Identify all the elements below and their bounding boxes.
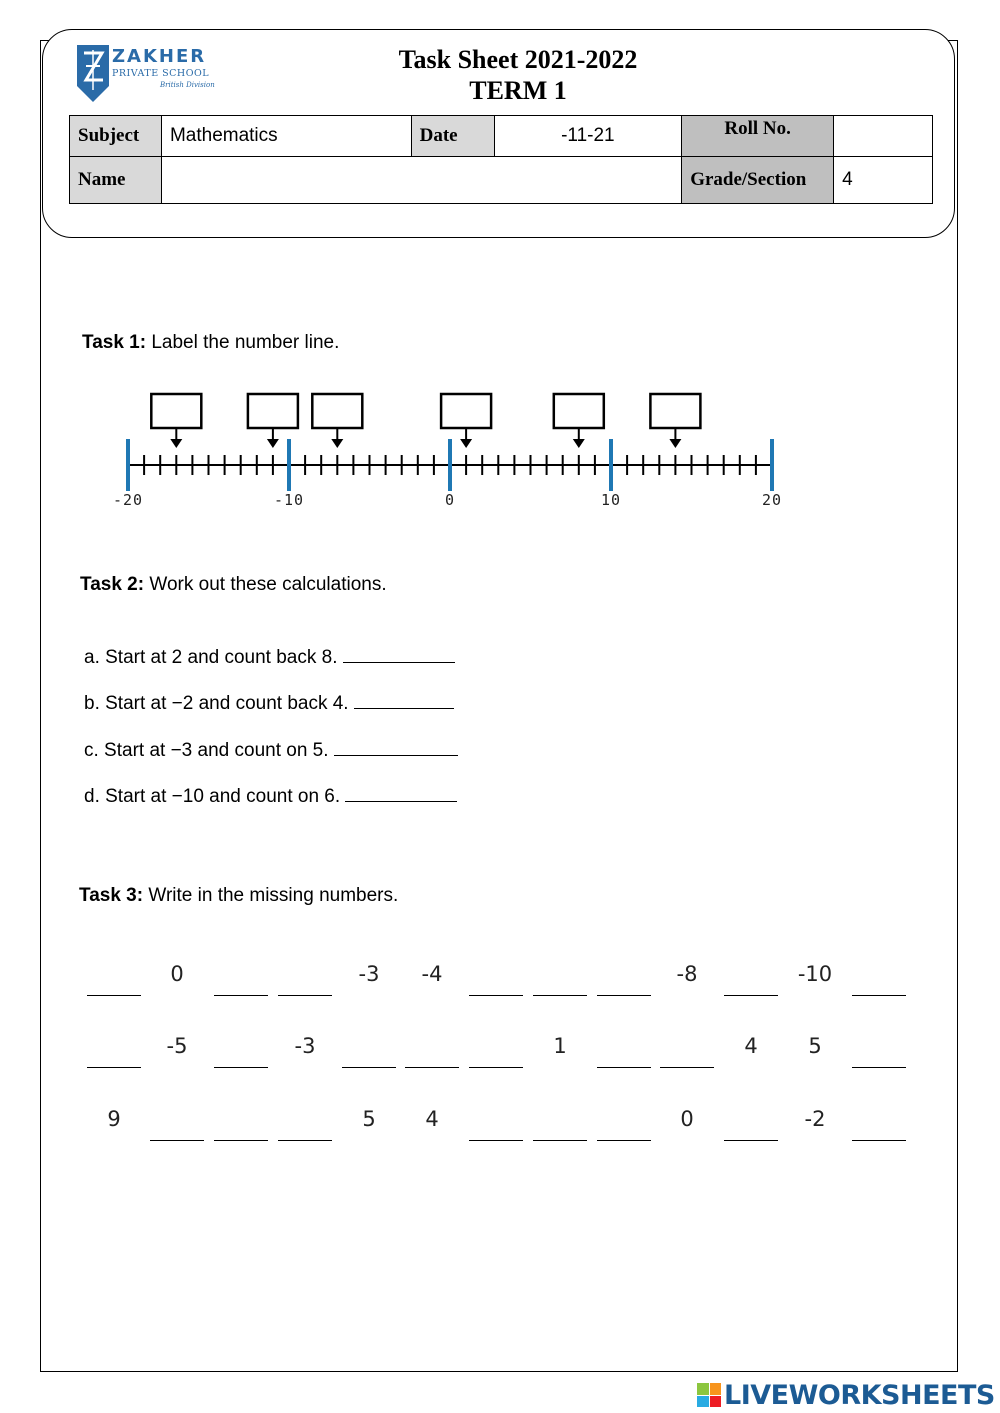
sequence-number: -8 <box>676 962 698 986</box>
task1-label: Task 1: <box>82 332 147 353</box>
missing-number-blank[interactable] <box>405 1034 459 1068</box>
task1-text: Label the number line. <box>151 332 340 353</box>
answer-blank[interactable] <box>345 783 457 802</box>
task2-text: Work out these calculations. <box>149 574 387 595</box>
missing-number-blank[interactable] <box>533 962 587 996</box>
missing-number-blank[interactable] <box>87 962 141 996</box>
sequence-number: 5 <box>808 1034 822 1058</box>
roll-input[interactable] <box>834 116 933 157</box>
missing-number-blank[interactable] <box>852 1034 906 1068</box>
answer-blank[interactable] <box>343 644 455 663</box>
tick-label: 10 <box>600 491 622 509</box>
school-division: British Division <box>160 81 215 89</box>
name-input[interactable] <box>161 157 681 204</box>
missing-number-blank[interactable] <box>342 1034 396 1068</box>
pointer-arrow <box>460 439 472 448</box>
missing-number-blank[interactable] <box>597 1034 651 1068</box>
sequence-number: 0 <box>680 1107 694 1131</box>
roll-label: Roll No. <box>682 116 834 157</box>
missing-number-blank[interactable] <box>469 1107 523 1141</box>
sequence-number: -5 <box>166 1034 188 1058</box>
grade-value: 4 <box>834 157 933 204</box>
sequence-number: -10 <box>797 962 833 986</box>
subject-label: Subject <box>70 116 162 157</box>
answer-box[interactable] <box>312 394 362 428</box>
sequence-number: 1 <box>553 1034 567 1058</box>
grade-label: Grade/Section <box>682 157 834 204</box>
answer-box[interactable] <box>554 394 604 428</box>
term-title: TERM 1 <box>469 76 567 105</box>
task2-heading <box>80 574 387 596</box>
school-logo <box>76 44 216 104</box>
missing-number-blank[interactable] <box>278 1107 332 1141</box>
sequence-number: 4 <box>744 1034 758 1058</box>
sequence-number: -2 <box>804 1107 826 1131</box>
answer-box[interactable] <box>650 394 700 428</box>
page-title: Task Sheet 2021-2022 <box>398 45 638 74</box>
answer-blank[interactable] <box>354 690 454 709</box>
answer-box[interactable] <box>151 394 201 428</box>
missing-number-blank[interactable] <box>214 962 268 996</box>
answer-box[interactable] <box>441 394 491 428</box>
pointer-arrow <box>331 439 343 448</box>
task1-heading <box>82 332 339 354</box>
calc-text: d. Start at −10 and count on 6. <box>84 786 341 807</box>
date-value: -11-21 <box>494 116 682 157</box>
sequence-number: 5 <box>362 1107 376 1131</box>
answer-box[interactable] <box>248 394 298 428</box>
missing-number-blank[interactable] <box>214 1107 268 1141</box>
date-label: Date <box>411 116 494 157</box>
calc-item-c <box>84 737 458 762</box>
tick-label: -20 <box>112 491 144 509</box>
name-label: Name <box>70 157 162 204</box>
liveworksheets-icon <box>697 1383 721 1407</box>
task3-heading <box>79 885 398 907</box>
school-crest-icon <box>76 44 110 104</box>
sequence-number: -3 <box>294 1034 316 1058</box>
tick-label: 0 <box>444 491 456 509</box>
task2-label: Task 2: <box>80 574 145 595</box>
missing-number-blank[interactable] <box>852 962 906 996</box>
answer-blank[interactable] <box>334 737 458 756</box>
pointer-arrow <box>573 439 585 448</box>
liveworksheets-logo <box>697 1378 995 1412</box>
missing-number-blank[interactable] <box>597 962 651 996</box>
missing-number-blank[interactable] <box>724 962 778 996</box>
tick-label: -10 <box>273 491 305 509</box>
calc-item-a <box>84 644 455 669</box>
subject-value: Mathematics <box>161 116 411 157</box>
calc-item-b <box>84 690 454 715</box>
school-subtitle: PRIVATE SCHOOL <box>112 68 210 79</box>
missing-number-blank[interactable] <box>724 1107 778 1141</box>
calc-text: c. Start at −3 and count on 5. <box>84 740 329 761</box>
missing-number-blank[interactable] <box>660 1034 714 1068</box>
sequence-number: 9 <box>107 1107 121 1131</box>
pointer-arrow <box>170 439 182 448</box>
number-line <box>100 385 820 515</box>
task3-label: Task 3: <box>79 885 144 906</box>
missing-number-blank[interactable] <box>150 1107 204 1141</box>
pointer-arrow <box>267 439 279 448</box>
missing-number-blank[interactable] <box>852 1107 906 1141</box>
sequence-number: 4 <box>425 1107 439 1131</box>
missing-number-blank[interactable] <box>214 1034 268 1068</box>
calc-text: b. Start at −2 and count back 4. <box>84 693 349 714</box>
sequence-number: -3 <box>358 962 380 986</box>
missing-number-blank[interactable] <box>469 962 523 996</box>
calc-item-d <box>84 783 457 808</box>
sequence-number: -4 <box>421 962 443 986</box>
calc-text: a. Start at 2 and count back 8. <box>84 647 338 668</box>
task3-text: Write in the missing numbers. <box>148 885 399 906</box>
missing-number-blank[interactable] <box>87 1034 141 1068</box>
tick-label: 20 <box>761 491 783 509</box>
info-table <box>69 115 933 204</box>
pointer-arrow <box>669 439 681 448</box>
missing-number-blank[interactable] <box>597 1107 651 1141</box>
liveworksheets-brand: LIVEWORKSHEETS <box>724 1379 995 1411</box>
missing-number-blank[interactable] <box>469 1034 523 1068</box>
missing-number-blank[interactable] <box>278 962 332 996</box>
school-name: ZAKHER <box>112 46 207 67</box>
missing-number-blank[interactable] <box>533 1107 587 1141</box>
sequence-number: 0 <box>170 962 184 986</box>
